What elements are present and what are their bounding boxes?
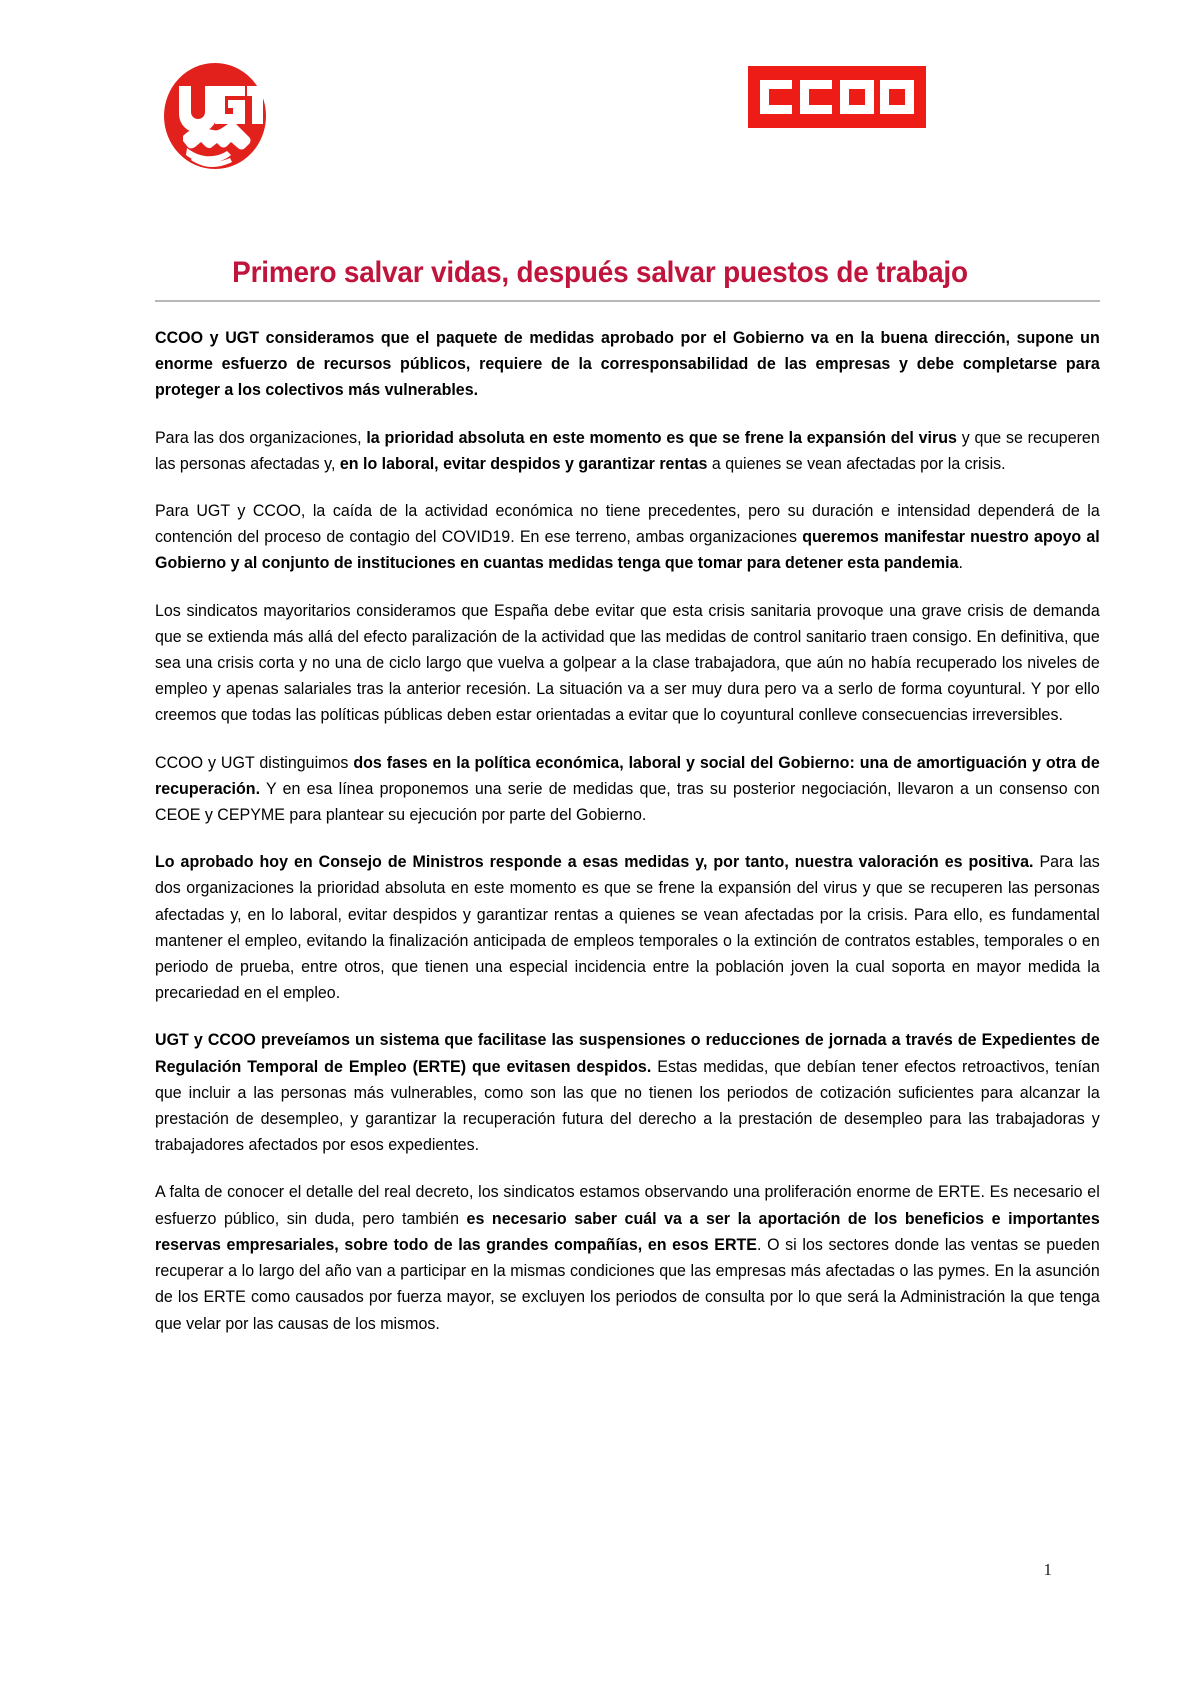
text-run: Para las dos organizaciones, <box>155 427 367 447</box>
emphasis-run: queremos manifestar nuestro apoyo al Gobierno y al conjunto de instituciones en cuantas medidas tenga que tomar para detener esta pandemia <box>155 527 1100 573</box>
emphasis-run: UGT y CCOO preveíamos un sistema que facilitase las suspensiones o reducciones de jornada a través de Expedientes de Regulación Temporal de Empleo (ERTE) que evitasen despidos. <box>155 1030 1100 1076</box>
paragraph <box>155 325 1100 404</box>
emphasis-run: es necesario saber cuál va a ser la aportación de los beneficios e importantes reservas empresariales, sobre todo de las grandes compañías, en esos ERTE <box>155 1208 1100 1254</box>
logo-header <box>0 0 1200 200</box>
paragraph <box>155 750 1100 829</box>
text-run: Para UGT y CCOO, la caída de la actividad económica no tiene precedentes, pero su duración e intensidad dependerá de la contención del proceso de contagio del COVID19. En ese terreno, ambas organizaciones <box>155 501 1100 547</box>
emphasis-run: en lo laboral, evitar despidos y garantizar rentas <box>339 453 708 473</box>
emphasis-run: dos fases en la política económica, laboral y social del Gobierno: una de amortiguación y otra de recuperación. <box>155 752 1100 798</box>
text-run: Los sindicatos mayoritarios consideramos que España debe evitar que esta crisis sanitaria provoque una grave crisis de demanda que se extienda más allá del efecto paralización de la actividad que las medidas de control sanitario traen consigo. En definitiva, que sea una crisis corta y no una de ciclo largo que vuelva a golpear a la clase trabajadora, que aún no había recuperado los niveles de empleo y apenas salariales tras la anterior recesión. La situación va a ser muy dura pero va a serlo de forma coyuntural. Y por ello creemos que todas las políticas públicas deben estar orientadas a evitar que lo coyuntural conlleve consecuencias irreversibles. <box>155 600 1100 725</box>
text-run: y que se recuperen las personas afectadas y, <box>155 427 1100 473</box>
text-run: Para las dos organizaciones la prioridad absoluta en este momento es que se frene la expansión del virus y que se recuperen las personas afectadas y, en lo laboral, evitar despidos y garantizar rentas a quienes se vean afectadas por la crisis. Para ello, es fundamental mantener el empleo, evitando la finalización anticipada de empleos temporales o la extinción de contratos estables, temporales o en periodo de prueba, entre otros, que tienen una especial incidencia entre la población joven la cual soporta en mayor medida la precariedad en el empleo. <box>155 852 1100 1003</box>
emphasis-run: Lo aprobado hoy en Consejo de Ministros responde a esas medidas y, por tanto, nuestra valoración es positiva. <box>155 852 1034 872</box>
title-divider <box>155 300 1100 302</box>
paragraph <box>155 849 1100 1006</box>
paragraph <box>155 1179 1100 1336</box>
text-run: Estas medidas, que debían tener efectos retroactivos, tenían que incluir a las personas más vulnerables, como son las que no tienen los periodos de cotización suficientes para alcanzar la prestación de desempleo, y garantizar la recuperación futura del derecho a la prestación de desempleo para las trabajadoras y trabajadores afectados por esos expedientes. <box>155 1056 1100 1155</box>
ccoo-logo <box>748 66 926 128</box>
emphasis-run: la prioridad absoluta en este momento es que se frene la expansión del virus <box>366 427 957 447</box>
emphasis-run: CCOO y UGT consideramos que el paquete de medidas aprobado por el Gobierno va en la buena dirección, supone un enorme esfuerzo de recursos públicos, requiere de la corresponsabilidad de las empresas y debe completarse para proteger a los colectivos más vulnerables. <box>155 328 1100 400</box>
document-body <box>155 325 1100 1337</box>
text-run: a quienes se vean afectadas por la crisis. <box>707 453 1006 473</box>
paragraph <box>155 1027 1100 1158</box>
text-run: A falta de conocer el detalle del real decreto, los sindicatos estamos observando una proliferación enorme de ERTE. Es necesario el esfuerzo público, sin duda, pero también <box>155 1182 1100 1228</box>
page-number: 1 <box>1043 1560 1052 1579</box>
ugt-logo <box>163 62 267 170</box>
paragraph <box>155 598 1100 729</box>
text-run: Y en esa línea proponemos una serie de medidas que, tras su posterior negociación, llevaron a un consenso con CEOE y CEPYME para plantear su ejecución por parte del Gobierno. <box>155 778 1100 825</box>
text-run: . O si los sectores donde las ventas se pueden recuperar a lo largo del año van a participar en la mismas condiciones que las empresas más afectadas o las pymes. En la asunción de los ERTE como causados por fuerza mayor, se excluyen los periodos de consulta por lo que será la Administración la que tenga que velar por las causas de los mismos. <box>155 1234 1100 1333</box>
page-title: Primero salvar vidas, después salvar puestos de trabajo <box>232 256 968 290</box>
paragraph <box>155 498 1100 577</box>
text-run: . <box>958 553 963 573</box>
paragraph <box>155 425 1100 477</box>
text-run: CCOO y UGT distinguimos <box>155 752 354 772</box>
